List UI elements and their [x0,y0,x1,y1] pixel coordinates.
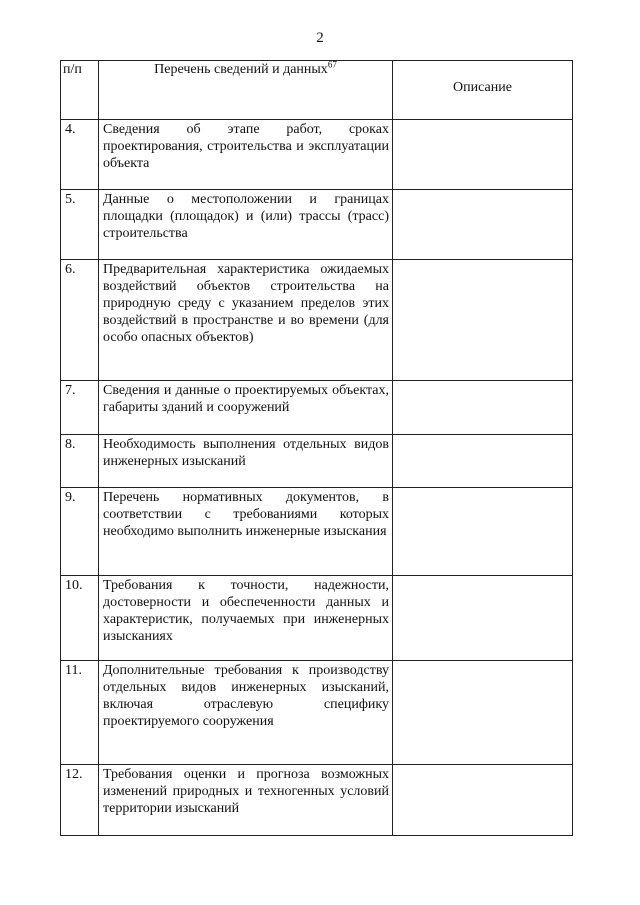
row-description [393,190,573,260]
row-text: Сведения и данные о проектируемых объектах, габариты зданий и сооружений [99,381,393,435]
row-text: Требования к точности, надежности, достоверности и обеспеченности данных и характеристик, получаемых при инженерных изысканиях [99,576,393,661]
row-number: 8. [61,435,99,488]
table-row [61,435,573,488]
table-row [61,381,573,435]
table-row [61,576,573,661]
row-number: 11. [61,661,99,765]
row-text: Необходимость выполнения отдельных видов инженерных изысканий [99,435,393,488]
row-text: Сведения об этапе работ, сроках проектирования, строительства и эксплуатации объекта [99,120,393,190]
table-row [61,120,573,190]
row-text: Требования оценки и прогноза возможных изменений природных и техногенных условий территории изысканий [99,765,393,836]
column-header-description: Описание [393,61,573,120]
row-number: 12. [61,765,99,836]
row-text: Предварительная характеристика ожидаемых воздействий объектов строительства на природную среду с указанием пределов этих воздействий в пространстве и во времени (для особо опасных объектов) [99,260,393,381]
row-text: Данные о местоположении и границах площадки (площадок) и (или) трассы (трасс) строительства [99,190,393,260]
page-number: 2 [316,30,324,46]
table-header-row [61,61,573,120]
row-number: 4. [61,120,99,190]
row-number: 7. [61,381,99,435]
row-description [393,120,573,190]
row-number: 6. [61,260,99,381]
row-description [393,260,573,381]
row-description [393,661,573,765]
row-number: 10. [61,576,99,661]
column-header-list [99,61,393,120]
row-description [393,576,573,661]
row-description [393,765,573,836]
row-description [393,381,573,435]
row-description [393,488,573,576]
row-description [393,435,573,488]
column-header-list-label: Перечень сведений и данных [154,62,328,77]
table-row [61,765,573,836]
column-header-number: п/п [61,61,99,120]
requirements-table [60,60,573,836]
table-row [61,260,573,381]
row-text: Дополнительные требования к производству отдельных видов инженерных изысканий, включая отраслевую специфику проектируемого сооружения [99,661,393,765]
row-number: 5. [61,190,99,260]
row-text: Перечень нормативных документов, в соответствии с требованиями которых необходимо выполнить инженерные изыскания [99,488,393,576]
table-row [61,661,573,765]
table-row [61,190,573,260]
footnote-marker: 67 [327,59,337,70]
row-number: 9. [61,488,99,576]
table-row [61,488,573,576]
